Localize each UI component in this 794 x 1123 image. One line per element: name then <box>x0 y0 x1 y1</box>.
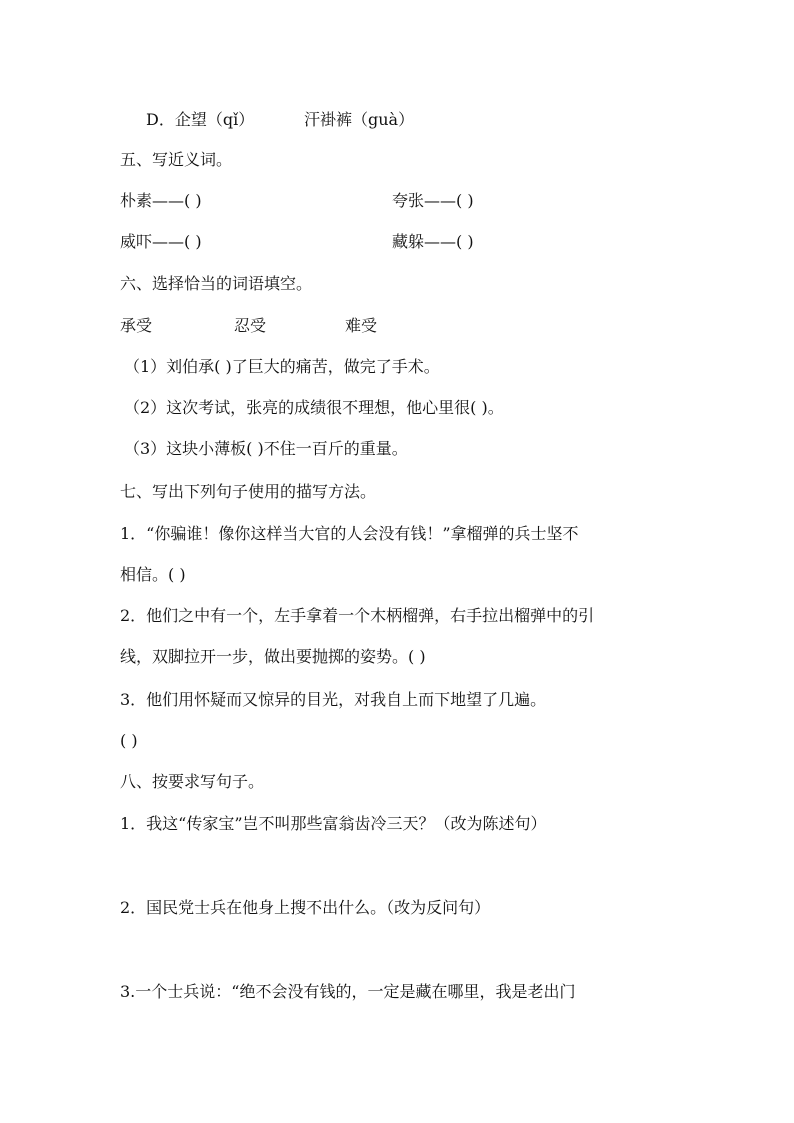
fill-item-2: （2）这次考试，张亮的成绩很不理想，他心里很( )。 <box>124 398 504 417</box>
method-item-2-line1: 2．他们之中有一个，左手拿着一个木柄榴弹，右手拉出榴弹中的引 <box>120 606 595 625</box>
method-item-3-line2: ( ) <box>120 731 138 750</box>
option-d-item2: 汗褂裤（guà） <box>304 110 415 129</box>
synonym-row2-right: 藏躲——( ) <box>392 232 474 251</box>
synonym-row1-left: 朴素——( ) <box>120 191 202 210</box>
section5-heading: 五、写近义词。 <box>120 150 233 169</box>
synonym-row1-right: 夸张——( ) <box>392 191 474 210</box>
method-item-1-line2: 相信。( ) <box>120 565 186 584</box>
method-item-1-line1: 1．“你骗谁！像你这样当大官的人会没有钱！”拿榴弹的兵士坚不 <box>120 524 579 543</box>
section6-heading: 六、选择恰当的词语填空。 <box>120 274 313 293</box>
section8-heading: 八、按要求写句子。 <box>120 772 265 791</box>
section7-heading: 七、写出下列句子使用的描写方法。 <box>120 482 377 501</box>
method-item-2-line2: 线，双脚拉开一步，做出要抛掷的姿势。( ) <box>120 647 426 666</box>
method-item-3-line1: 3．他们用怀疑而又惊异的目光，对我自上而下地望了几遍。 <box>120 690 547 709</box>
option-d-item1: D．企望（qǐ） <box>146 110 255 129</box>
choice-word-1: 承受 <box>120 316 153 335</box>
choice-word-2: 忍受 <box>234 316 267 335</box>
rewrite-item-1: 1．我这“传家宝”岂不叫那些富翁齿冷三天？（改为陈述句） <box>120 814 547 833</box>
rewrite-item-2: 2．国民党士兵在他身上搜不出什么。（改为反问句） <box>120 898 491 917</box>
choice-word-3: 难受 <box>345 316 378 335</box>
fill-item-1: （1）刘伯承( )了巨大的痛苦，做完了手术。 <box>124 357 440 376</box>
rewrite-item-3: 3.一个士兵说：“绝不会没有钱的，一定是藏在哪里，我是老出门 <box>120 982 576 1001</box>
fill-item-3: （3）这块小薄板( )不住一百斤的重量。 <box>124 439 408 458</box>
synonym-row2-left: 威吓——( ) <box>120 232 202 251</box>
